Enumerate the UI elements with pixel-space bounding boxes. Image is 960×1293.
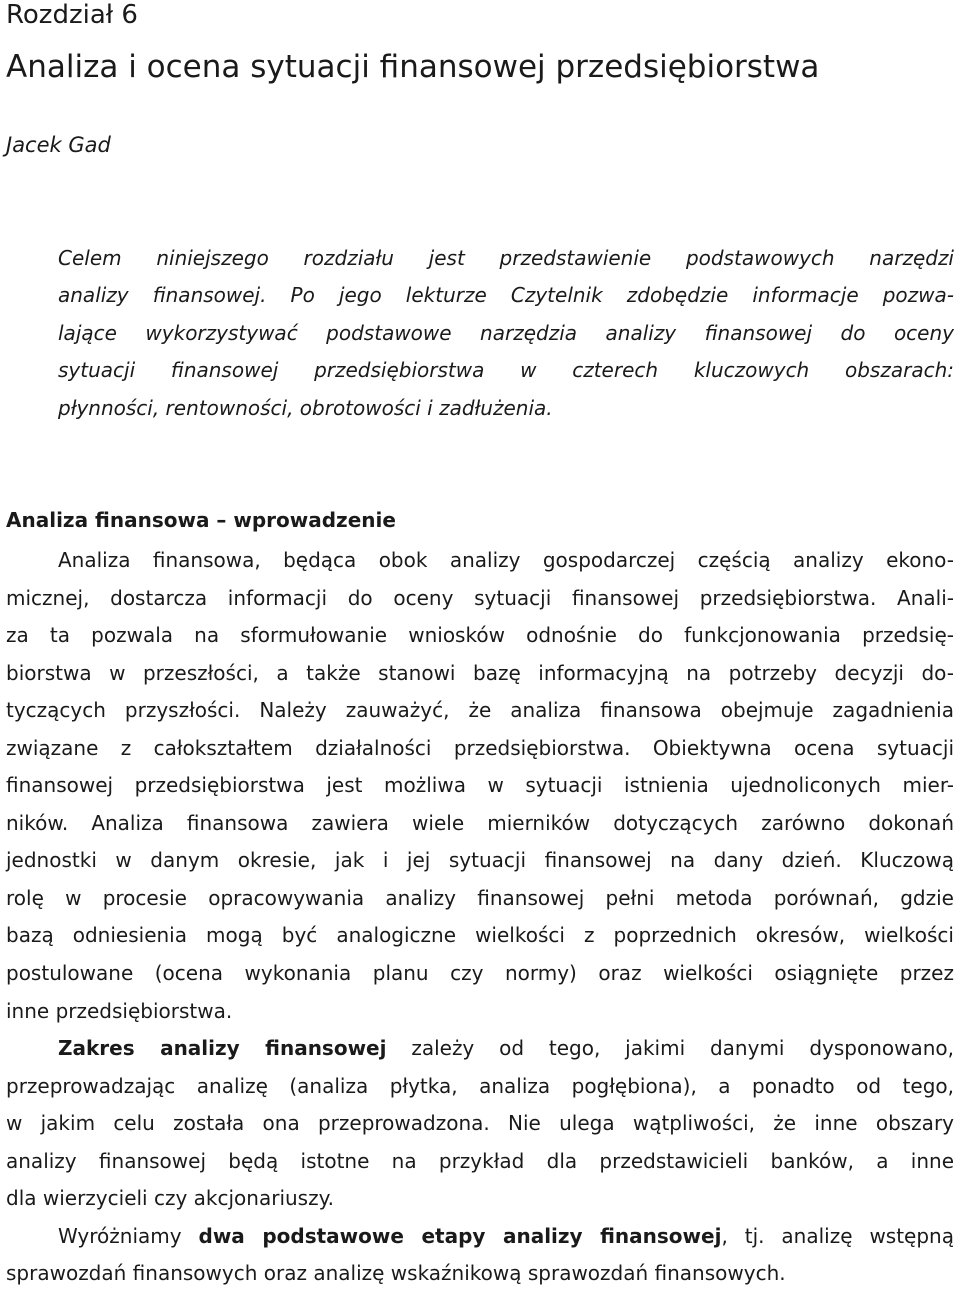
abstract-line: Celem niniejszego rozdziału jest przedstawienie podstawowych narzędzi (58, 246, 954, 270)
author-name: Jacek Gad (6, 133, 111, 157)
body-line: analizy finansowej będą istotne na przykład dla przedstawicieli banków, a inne (6, 1148, 954, 1173)
key-term: Zakres analizy finansowej (58, 1036, 387, 1061)
inline-text: Wyróżniamy (58, 1223, 199, 1248)
body-line: tyczących przyszłości. Należy zauważyć, że analiza finansowa obejmuje zagadnienia (6, 698, 954, 723)
key-term: dwa podstawowe etapy analizy finansowej (198, 1223, 722, 1248)
section-heading: Analiza finansowa – wprowadzenie (6, 508, 396, 532)
chapter-abstract (58, 240, 954, 427)
body-line (6, 1030, 954, 1068)
body-line: w jakim celu została ona przeprowadzona. Nie ulega wątpliwości, że inne obszary (6, 1111, 954, 1136)
body-line (6, 1218, 954, 1256)
chapter-title: Analiza i ocena sytuacji finansowej przedsiębiorstwa (6, 49, 820, 85)
abstract-line: sytuacji finansowej przedsiębiorstwa w czterech kluczowych obszarach: (58, 358, 954, 383)
abstract-line: analizy finansowej. Po jego lekturze Czytelnik zdobędzie informacje pozwa- (58, 283, 954, 308)
body-line: Analiza finansowa, będąca obok analizy gospodarczej częścią analizy ekono- (58, 548, 954, 572)
body-line: bazą odniesienia mogą być analogiczne wielkości z poprzednich okresów, wielkości (6, 923, 954, 948)
paragraph-2 (6, 1030, 954, 1218)
body-line: rolę w procesie opracowywania analizy finansowej pełni metoda porównań, gdzie (6, 885, 954, 910)
inline-text: zależy od tego, jakimi danymi dysponowano, (386, 1036, 954, 1061)
body-line: ników. Analiza finansowa zawiera wiele mierników dotyczących zarówno dokonań (6, 810, 954, 835)
body-line: jednostki w danym okresie, jak i jej sytuacji finansowej na dany dzień. Kluczową (6, 848, 954, 873)
body-line: dla wierzycieli czy akcjonariuszy. (6, 1186, 334, 1211)
section-body (6, 542, 954, 1293)
body-line: biorstwa w przeszłości, a także stanowi bazę informacyjną na potrzeby decyzji do- (6, 660, 954, 685)
body-line: finansowej przedsiębiorstwa jest możliwa w sytuacji istnienia ujednoliconych mier- (6, 773, 954, 798)
body-line: sprawozdań finansowych oraz analizę wskaźnikową sprawozdań finansowych. (6, 1261, 786, 1286)
body-line: postulowane (ocena wykonania planu czy normy) oraz wielkości osiągnięte przez (6, 961, 954, 986)
abstract-line: płynności, rentowności, obrotowości i zadłużenia. (58, 395, 553, 420)
chapter-label: Rozdział 6 (6, 0, 138, 30)
body-line: przeprowadzając analizę (analiza płytka, analiza pogłębiona), a ponadto od tego, (6, 1073, 954, 1098)
body-line: micznej, dostarcza informacji do oceny sytuacji finansowej przedsiębiorstwa. Anali- (6, 585, 954, 610)
body-line: za ta pozwala na sformułowanie wniosków odnośnie do funkcjonowania przedsię- (6, 623, 954, 648)
inline-text: , tj. analizę wstępną (721, 1223, 954, 1248)
body-line: inne przedsiębiorstwa. (6, 998, 233, 1023)
paragraph-1 (6, 542, 954, 1030)
abstract-line: lające wykorzystywać podstawowe narzędzia analizy finansowej do oceny (58, 320, 954, 345)
body-line: związane z całokształtem działalności przedsiębiorstwa. Obiektywna ocena sytuacji (6, 735, 954, 760)
